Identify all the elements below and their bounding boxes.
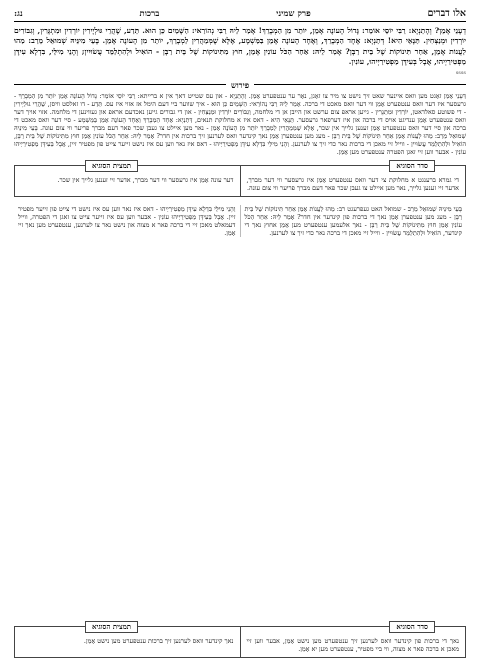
gemara-text: דְעָנֵי אָמֵן? וְהָתַנְיָא: רַבִּי יוֹסֵי אוֹמֵר: גָּדוֹל הָעוֹנֶה אָמֵן, יוֹתֵר מִן הַמְבָרֵךְ! אָמַר לֵיהּ רַבִּי נְהוֹרַאי: הַשָּׁמַיִם כֵּן הוּא. תֵּדַע, שֶׁהֲרֵי גּוּלְיָירִין יוֹרְדִין וּמִתְגָּרִין, וְגִבּוֹרִים יוֹרְדִין וּמְנַצְּחִין. תַּנָּאֵי הִיא! דְּתַנְיָא: אֶחָד הַמְבָרֵךְ, וְאֶחָד הָעוֹנֶה אָמֵן בַּמַּשְׁמָע, אֶלָּא שֶׁמְּמַהֲרִין לַמְבָרֵךְ, יוֹתֵר מִן הָעוֹנֶה אָמֵן. בָּעֵי מִינֵּיהּ שְׁמוּאֵל מֵרַב: מַהוּ לַעֲנוֹת אָמֵן, אַחַר תִּינוֹקוֹת שֶׁל בֵּית רַבָּן? אָמַר לֵיהּ: אַחַר הַכֹּל עוֹנִין אָמֵן, חוּץ מִתִּינוֹקוֹת שֶׁל בֵּית רַבָּן - הוֹאִיל וּלְהִתְלַמֵּד עֲשׂוּיִין; וְהָנֵי מִילֵּי, בִּדְלָא עִידָּן מַפְטִירַיְיהוּ, אֲבָל בְּעִידָּן מַפְטִירַיְיהוּ, עוֹנִין. [14, 26, 466, 67]
divider-line [14, 84, 226, 85]
chapter-title: אלו דברים [427, 8, 466, 19]
box-order-text: די גמרא ברענגט א מחלוקת צי דער וואס ענטפערט אָמֵן איז גרעסער ווי דער מברך, אדער זיי זענען גלייך, נאר מען איילט צו געבן שכר פאר דעם מברך פריער ווי צום עונה. [246, 176, 459, 192]
box-order-text: נאך די ברכות פון קינדער וואס לערנען זיך ענטפערט מען נישט אָמֵן, אבער ווען זיי מאכן א ברכה פאר א מצוה, ווי ביי מפטיר, ענטפערט מען יא אָמֵן. [246, 637, 459, 653]
box-tag-order: סדר הסוגיא [389, 160, 435, 172]
small-mark: ssss [455, 69, 466, 76]
summary-box-1 [14, 161, 466, 197]
page-ref: נג: [14, 9, 23, 19]
box-tag-summary: תמצית הסוגיא [85, 621, 138, 633]
box-summary-text: דער עונה אָמֵן איז גרעסער ווי דער מברך, אדער זיי זענען גלייך אין שכר. [15, 166, 241, 196]
divider-line [254, 84, 466, 85]
page [14, 8, 466, 658]
commentary-divider [14, 80, 466, 90]
second-commentary-left: וְהָנֵי מִילֵּי בִּדְלָא עִידָּן מַפְטִירַיְיהוּ - דאס איז נאר ווען עס איז נישט די צייט פון זייער מפטיר זיין. אֲבָל בְּעִידָּן מַפְטִירַיְיהוּ עוֹנִין - אבער ווען עס איז זייער צייט צו זאגן די הפטרה, ווייל דעמאלט מאכן זיי די ברכה פאר א מצוה און נישט נאר צו לערנען, ענטפערט מען נאך זיי אָמֵן. [14, 205, 241, 237]
commentary-text: דְּעָנֵי אָמֵן זאָגט מען וואס איינער שאט זיך נישט צו מיר צו זאָגן, נאָר ער ענטפערט אָמֵן. וְהָתַנְיָא - און עס שטייט דאך אין א ברייתא: רַבִּי יוֹסֵי אוֹמֵר: גָּדוֹל הָעוֹנֶה אָמֵן יוֹתֵר מִן הַמְבָרֵךְ - גרעסער איז דער וואס ענטפערט אָמֵן ווי דער וואס מאכט די ברכה. אָמַר לֵיהּ רַבִּי נְהוֹרַאי: הַשָּׁמַיִם כֵּן הוּא - איך שווער ביי דעם הימל אז אזוי איז עס. תֵּדַע - דו זאלסט וויסן, שֶׁהֲרֵי גּוּלְיָירִין - די פשוטע סאלדאטן, יוֹרְדִין וּמִתְגָּרִין - גייען אראפ צום ערשט און הייבן אן די מלחמה, וְגִבּוֹרִים יוֹרְדִין וּמְנַצְּחִין - און די גבורים גייען נאכדעם אראפ און געווינען די מלחמה. אזוי אויך דער וואס ענטפערט אָמֵן ענדיגט אויס די ברכה און איז דערפאר גרעסער. תַּנָּאֵי הִיא - דאס איז א מחלוקת תנאים, דְּתַנְיָא: אֶחָד הַמְבָרֵךְ וְאֶחָד הָעוֹנֶה אָמֵן בַּמַּשְׁמָע - סיי דער וואס מאכט די ברכה און סיי דער וואס ענטפערט אָמֵן זענען גלייך אין שכר, אֶלָּא שֶׁמְּמַהֲרִין לַמְבָרֵךְ יוֹתֵר מִן הָעוֹנֶה אָמֵן - נאר מען איילט צו געבן שכר פאר דעם מברך פריער ווי צום עונה. בָּעֵי מִינֵּיהּ שְׁמוּאֵל מֵרַב: מַהוּ לַעֲנוֹת אָמֵן אַחַר תִּינוֹקוֹת שֶׁל בֵּית רַבָּן - מעג מען ענטפערן אָמֵן נאך קינדער וואס לערנען זיך ברכות אין חדר? אָמַר לֵיהּ: אַחַר הַכֹּל עוֹנִין אָמֵן חוּץ מִתִּינוֹקוֹת שֶׁל בֵּית רַבָּן, הוֹאִיל וּלְהִתְלַמֵּד עֲשׂוּיִין - ווייל זיי מאכן די ברכות נאר כדי זיך צו לערנען. וְהָנֵי מִילֵּי בִּדְלָא עִידָּן מַפְטִירַיְיהוּ - דאס איז נאר ווען עס איז נישט זייער צייט פון מפטיר זיין, אֲבָל בְּעִידָּן מַפְטִירַיְיהוּ עוֹנִין - אבער ווען זיי זאגן הפטרה ענטפערט מען אָמֵן. [14, 91, 466, 156]
box-tag-summary: תמצית הסוגיא [85, 160, 138, 172]
page-header [14, 8, 466, 22]
second-commentary [14, 205, 466, 237]
tractate-name: ברכות [139, 9, 160, 19]
box-summary-text: נאך קינדער וואס לערנען זיך ברכות ענטפערט מען נישט אָמֵן. [15, 627, 241, 657]
box-tag-order: סדר הסוגיא [389, 621, 435, 633]
second-commentary-right: בָּעֵי מִינֵּיהּ שְׁמוּאֵל מֵרַב - שמואל האט געפרעגט רב: מַהוּ לַעֲנוֹת אָמֵן אַחַר תִּינוֹקוֹת שֶׁל בֵּית רַבָּן - מעג מען ענטפערן אָמֵן נאך די ברכות פון קינדער אין חדר? אָמַר לֵיהּ: אַחַר הַכֹּל עוֹנִין אָמֵן חוּץ מִתִּינוֹקוֹת שֶׁל בֵּית רַבָּן - נאך אלעמען ענטפערט מען אָמֵן אחוץ נאך די קינדער, הוֹאִיל וּלְהִתְלַמֵּד עֲשׂוּיִין - ווייל זיי מאכן די ברכה נאר כדי זיך צו לערנען. [244, 205, 462, 238]
commentary-label: פירוש [230, 79, 250, 90]
summary-box-2 [14, 622, 466, 658]
chapter-name: פרק שמיני [276, 9, 311, 19]
